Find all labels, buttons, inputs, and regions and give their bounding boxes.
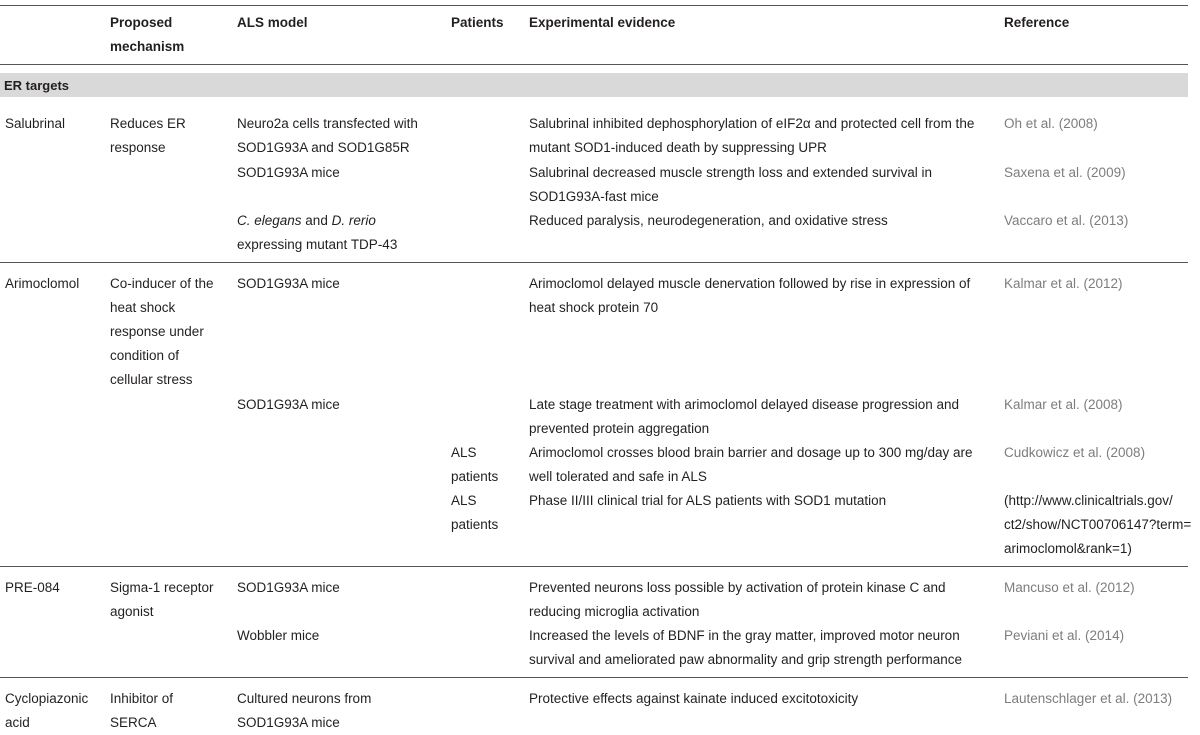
top-rule — [0, 5, 1188, 6]
evidence-cell: Protective effects against kainate induced excitotoxicity — [529, 691, 859, 706]
drug-mechanism: Co-inducer of the heat shock response under condition of cellular stress — [110, 276, 214, 387]
model-cell: SOD1G93A mice — [237, 397, 340, 412]
reference-cell: Kalmar et al. (2012) — [1004, 276, 1123, 291]
patients-cell: ALS patients — [451, 493, 499, 532]
header-evidence: Experimental evidence — [529, 15, 676, 30]
evidence-cell: Increased the levels of BDNF in the gray matter, improved motor neuron survival and ameliorated paw abnormality and grip strength performance — [529, 628, 962, 667]
drug-name: PRE-084 — [5, 580, 60, 595]
group-rule — [0, 262, 1188, 263]
header-patients: Patients — [451, 15, 504, 30]
reference-cell: Oh et al. (2008) — [1004, 116, 1098, 131]
header-model: ALS model — [237, 15, 308, 30]
model-cell: Wobbler mice — [237, 628, 320, 643]
reference-cell: Peviani et al. (2014) — [1004, 628, 1125, 643]
reference-cell: Cudkowicz et al. (2008) — [1004, 445, 1146, 460]
patients-cell: ALS patients — [451, 445, 499, 484]
group-rule — [0, 566, 1188, 567]
drug-name: Arimoclomol — [5, 276, 80, 291]
evidence-cell: Reduced paralysis, neurodegeneration, and oxidative stress — [529, 213, 888, 228]
model-cell: SOD1G93A mice — [237, 276, 340, 291]
reference-cell: Kalmar et al. (2008) — [1004, 397, 1123, 412]
reference-cell: Lautenschlager et al. (2013) — [1004, 691, 1173, 706]
header-mechanism: Proposed mechanism — [110, 15, 185, 54]
model-cell: SOD1G93A mice — [237, 165, 340, 180]
drug-name: Salubrinal — [5, 116, 66, 131]
drug-mechanism: Reduces ER response — [110, 116, 186, 155]
model-cell: SOD1G93A mice — [237, 580, 340, 595]
evidence-cell: Late stage treatment with arimoclomol delayed disease progression and prevented protein aggregation — [529, 397, 959, 436]
reference-cell: Saxena et al. (2009) — [1004, 165, 1126, 180]
evidence-cell: Arimoclomol crosses blood brain barrier and dosage up to 300 mg/day are well tolerated and safe in ALS — [529, 445, 973, 484]
drug-name: Cyclopiazonic acid — [5, 691, 89, 730]
model-cell: Neuro2a cells transfected with SOD1G93A and SOD1G85R — [237, 116, 418, 155]
evidence-cell: Salubrinal decreased muscle strength loss and extended survival in SOD1G93A-fast mice — [529, 165, 932, 204]
reference-cell: Mancuso et al. (2012) — [1004, 580, 1135, 595]
evidence-cell: Prevented neurons loss possible by activation of protein kinase C and reducing microglia activation — [529, 580, 946, 619]
model-cell: C. elegans and D. rerio expressing mutant TDP-43 — [237, 213, 398, 252]
model-cell: Cultured neurons from SOD1G93A mice — [237, 691, 372, 730]
header-reference: Reference — [1004, 15, 1070, 30]
reference-cell: Vaccaro et al. (2013) — [1004, 213, 1129, 228]
section-band — [0, 73, 1188, 97]
header-rule — [0, 64, 1188, 65]
clinical-trial-link[interactable]: (http://www.clinicaltrials.gov/ ct2/show/NCT00706147?term= arimoclomol&rank=1) — [1004, 493, 1192, 556]
drug-mechanism: Sigma-1 receptor agonist — [110, 580, 214, 619]
section-title: ER targets — [4, 78, 70, 93]
evidence-cell: Arimoclomol delayed muscle denervation followed by rise in expression of heat shock protein 70 — [529, 276, 971, 315]
drug-mechanism: Inhibitor of SERCA — [110, 691, 174, 730]
group-rule — [0, 677, 1188, 678]
evidence-cell: Phase II/III clinical trial for ALS patients with SOD1 mutation — [529, 493, 887, 508]
evidence-cell: Salubrinal inhibited dephosphorylation of eIF2α and protected cell from the mutant SOD1-induced death by suppressing UPR — [529, 116, 975, 155]
